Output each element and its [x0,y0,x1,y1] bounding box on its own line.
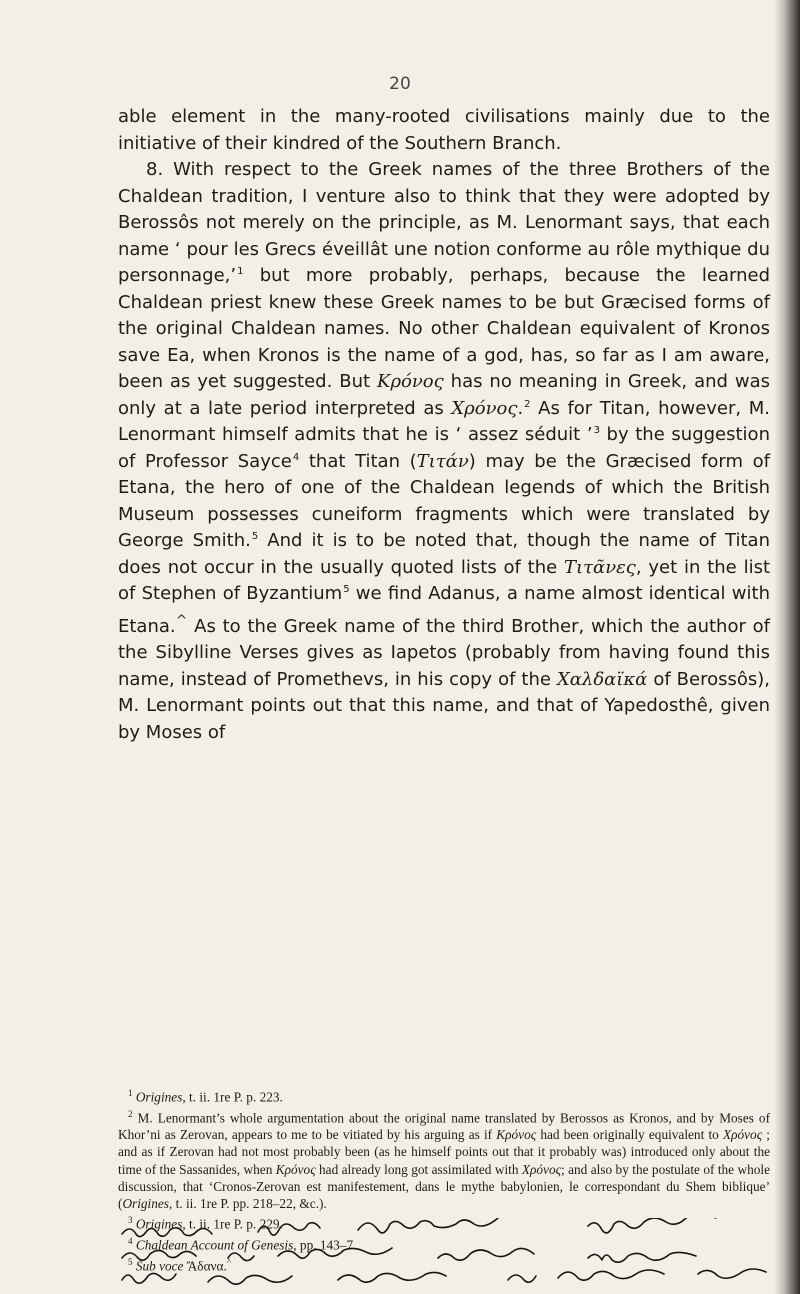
page-number: 20 [389,74,411,94]
footnote-4: $^4$ Chaldean Account of Genesis, pp. 143–7. [128,1235,357,1253]
greek-word: Τιτάν [416,450,469,472]
footnote-ref-3: 3 [593,425,600,436]
paragraph-continuation: able element in the many-rooted civilisations mainly due to the initiative of their kindred of the Southern Branch. [118,106,770,154]
greek-word: Τιτᾶνες [564,556,636,578]
page-edge-shadow [774,0,800,1294]
footnote-ref-6: 5 [343,584,350,595]
footnote-ref-1: 1 [237,266,244,277]
footnote-ref-2: 2 [524,398,531,410]
greek-word: Κρόνος [377,371,444,392]
footnote-1: $^1$ Origines, t. ii. 1re P. p. 223. [128,1088,283,1105]
handwritten-insert-mark: ^ [175,612,188,629]
greek-word: Χρόνος [451,397,518,419]
handwritten-annotation [118,1218,780,1292]
footnote-ref-5: 5 [251,531,259,542]
paragraph-8: 8. With respect to the Greek names of the three Brothers of the Chaldean tradition, I venture also to think that they were adopted by Berossôs not merely on the principle, as M. Lenormant says, that each name ‘ pour les Grecs éveillât une notion conforme au rôle mythique du personnage,’$^1$ but more probably, perhaps, because the learned Chaldean priest knew these Greek names to be but Græcised forms of the original Chaldean names. No other Chaldean equivalent of Kronos save Ea, when Kronos is the name of a god, has, so far as I am aware, been as yet suggested. But Κρόνος has no meaning in Greek, and was only at a late period interpreted as Χρόνος.$^2$ As for Titan, however, M. Lenormant himself admits that he is ‘ assez séduit ’$^3$ by the suggestion of Professor Sayce$^4$ that Titan (Τιτάν) may be the Græcised form of Etana, the hero of one of the Chaldean legends of which the British Museum possesses cuneiform fragments which were translated by George Smith.$^5$ And it is to be noted that, though the name of Titan does not occur in the usually quoted lists of the Τιτᾶνες, yet in the list of Stephen of Byzantium$^5$ we find Adanus, a name almost identical with Etana.^ As to the Greek name of the third Brother, which the author of the Sibylline Verses gives as Iapetos (probably from having found this name, instead of Promethevs, in his copy of the Χαλδαϊκά of Berossôs), M. Lenormant points out that this name, and that of Yapedosthê, given by Moses of [118,159,771,743]
footnote-5: $^5$ Sub voce Ἄδανα.^ [128,1256,232,1273]
handwritten-insert-mark: ^ [226,1256,232,1267]
main-text [118,104,770,746]
footnote-ref-4: 4 [292,451,300,463]
handwritten-note-text [118,1218,780,1232]
greek-word: Χαλδαϊκά [556,668,648,690]
footnote-3: $^3$ Origines, t. ii. 1re P. p. 229. [128,1215,283,1232]
footnote-2: $^2$ M. Lenormant’s whole argumentation about the original name translated by Berossos as Kronos, and by Moses of Khor’ni as Zerovan, appears to me to be vitiated by his arguing as if Κρόνος had been originally equivalent to Χρόνος ; and as if Zerovan had not most probably been (as he himself points out that it probably was) introduced only about the time of the Sassanides, when Κρόνος had already long got assimilated with Χρόνος; and also by the postulate of the whole discussion, that ‘Cronos-Zerovan est manifestement, dans le mythe babylonien, le correspondant du Shem biblique’ (Origines, t. ii. 1re P. pp. 218–22, &c.). [118,1108,771,1212]
